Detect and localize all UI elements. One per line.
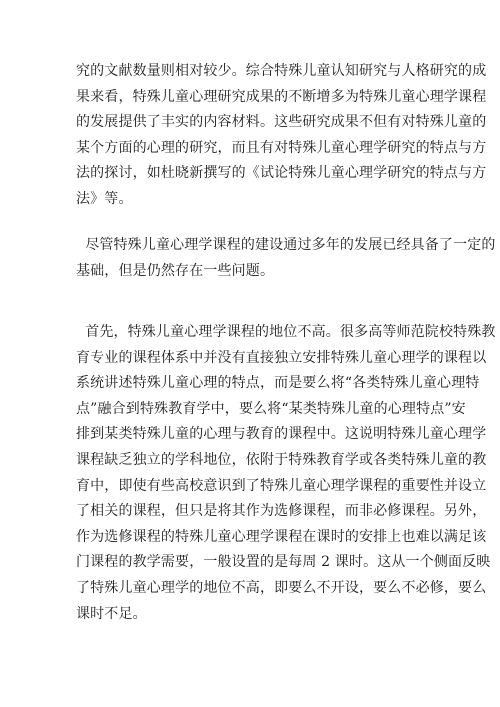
text-line: 点”融合到特殊教育学中，要么将“某类特殊儿童的心理特点”安: [76, 400, 466, 417]
paragraph-first-problem: [76, 320, 496, 627]
text-line: 课时不足。: [76, 605, 147, 622]
text-line: 法》等。: [76, 190, 133, 207]
text-line: 果来看，特殊儿童心理研究成果的不断增多为特殊儿童心理学课程: [76, 88, 487, 105]
text-line: 基础，但是仍然存在一些问题。: [76, 262, 275, 279]
text-line: 的发展提供了丰实的内容材料。这些研究成果不但有对特殊儿童的: [76, 114, 487, 131]
text-line: 育中，即使有些高校意识到了特殊儿童心理学课程的重要性并设立: [76, 477, 487, 494]
text-line: 了特殊儿童心理学的地位不高，即要么不开设，要么不必修，要么: [76, 579, 487, 596]
text-line: 门课程的教学需要，一般设置的是每周 2 课时。这从一个侧面反映: [76, 554, 491, 571]
text-line: 育专业的课程体系中并没有直接独立安排特殊儿童心理学的课程以: [76, 349, 487, 366]
text-line: 作为选修课程的特殊儿童心理学课程在课时的安排上也难以满足该: [76, 528, 487, 545]
text-line: 某个方面的心理的研究，而且有对特殊儿童心理学研究的特点与方: [76, 139, 487, 156]
text-line: 排到某类特殊儿童的心理与教育的课程中。这说明特殊儿童心理学: [76, 426, 487, 443]
text-line: 法的探讨，如杜晓新撰写的《试论特殊儿童心理学研究的特点与方: [76, 165, 487, 182]
text-line: 究的文献数量则相对较少。综合特殊儿童认知研究与人格研究的成: [76, 63, 487, 79]
text-line: 系统讲述特殊儿童心理的特点，而是要么将“各类特殊儿童心理特: [76, 375, 480, 392]
text-line: 首先，特殊儿童心理学课程的地位不高。很多高等师范院校特殊教: [76, 324, 496, 340]
text-line: 尽管特殊儿童心理学课程的建设通过多年的发展已经具备了一定的: [76, 237, 496, 253]
text-line: 了相关的课程，但只是将其作为选修课程，而非必修课程。另外，: [76, 503, 487, 520]
paragraph-literature-review: [76, 59, 487, 213]
paragraph-problems-intro: [76, 233, 496, 284]
text-line: 课程缺乏独立的学科地位，依附于特殊教育学或各类特殊儿童的教: [76, 451, 487, 468]
